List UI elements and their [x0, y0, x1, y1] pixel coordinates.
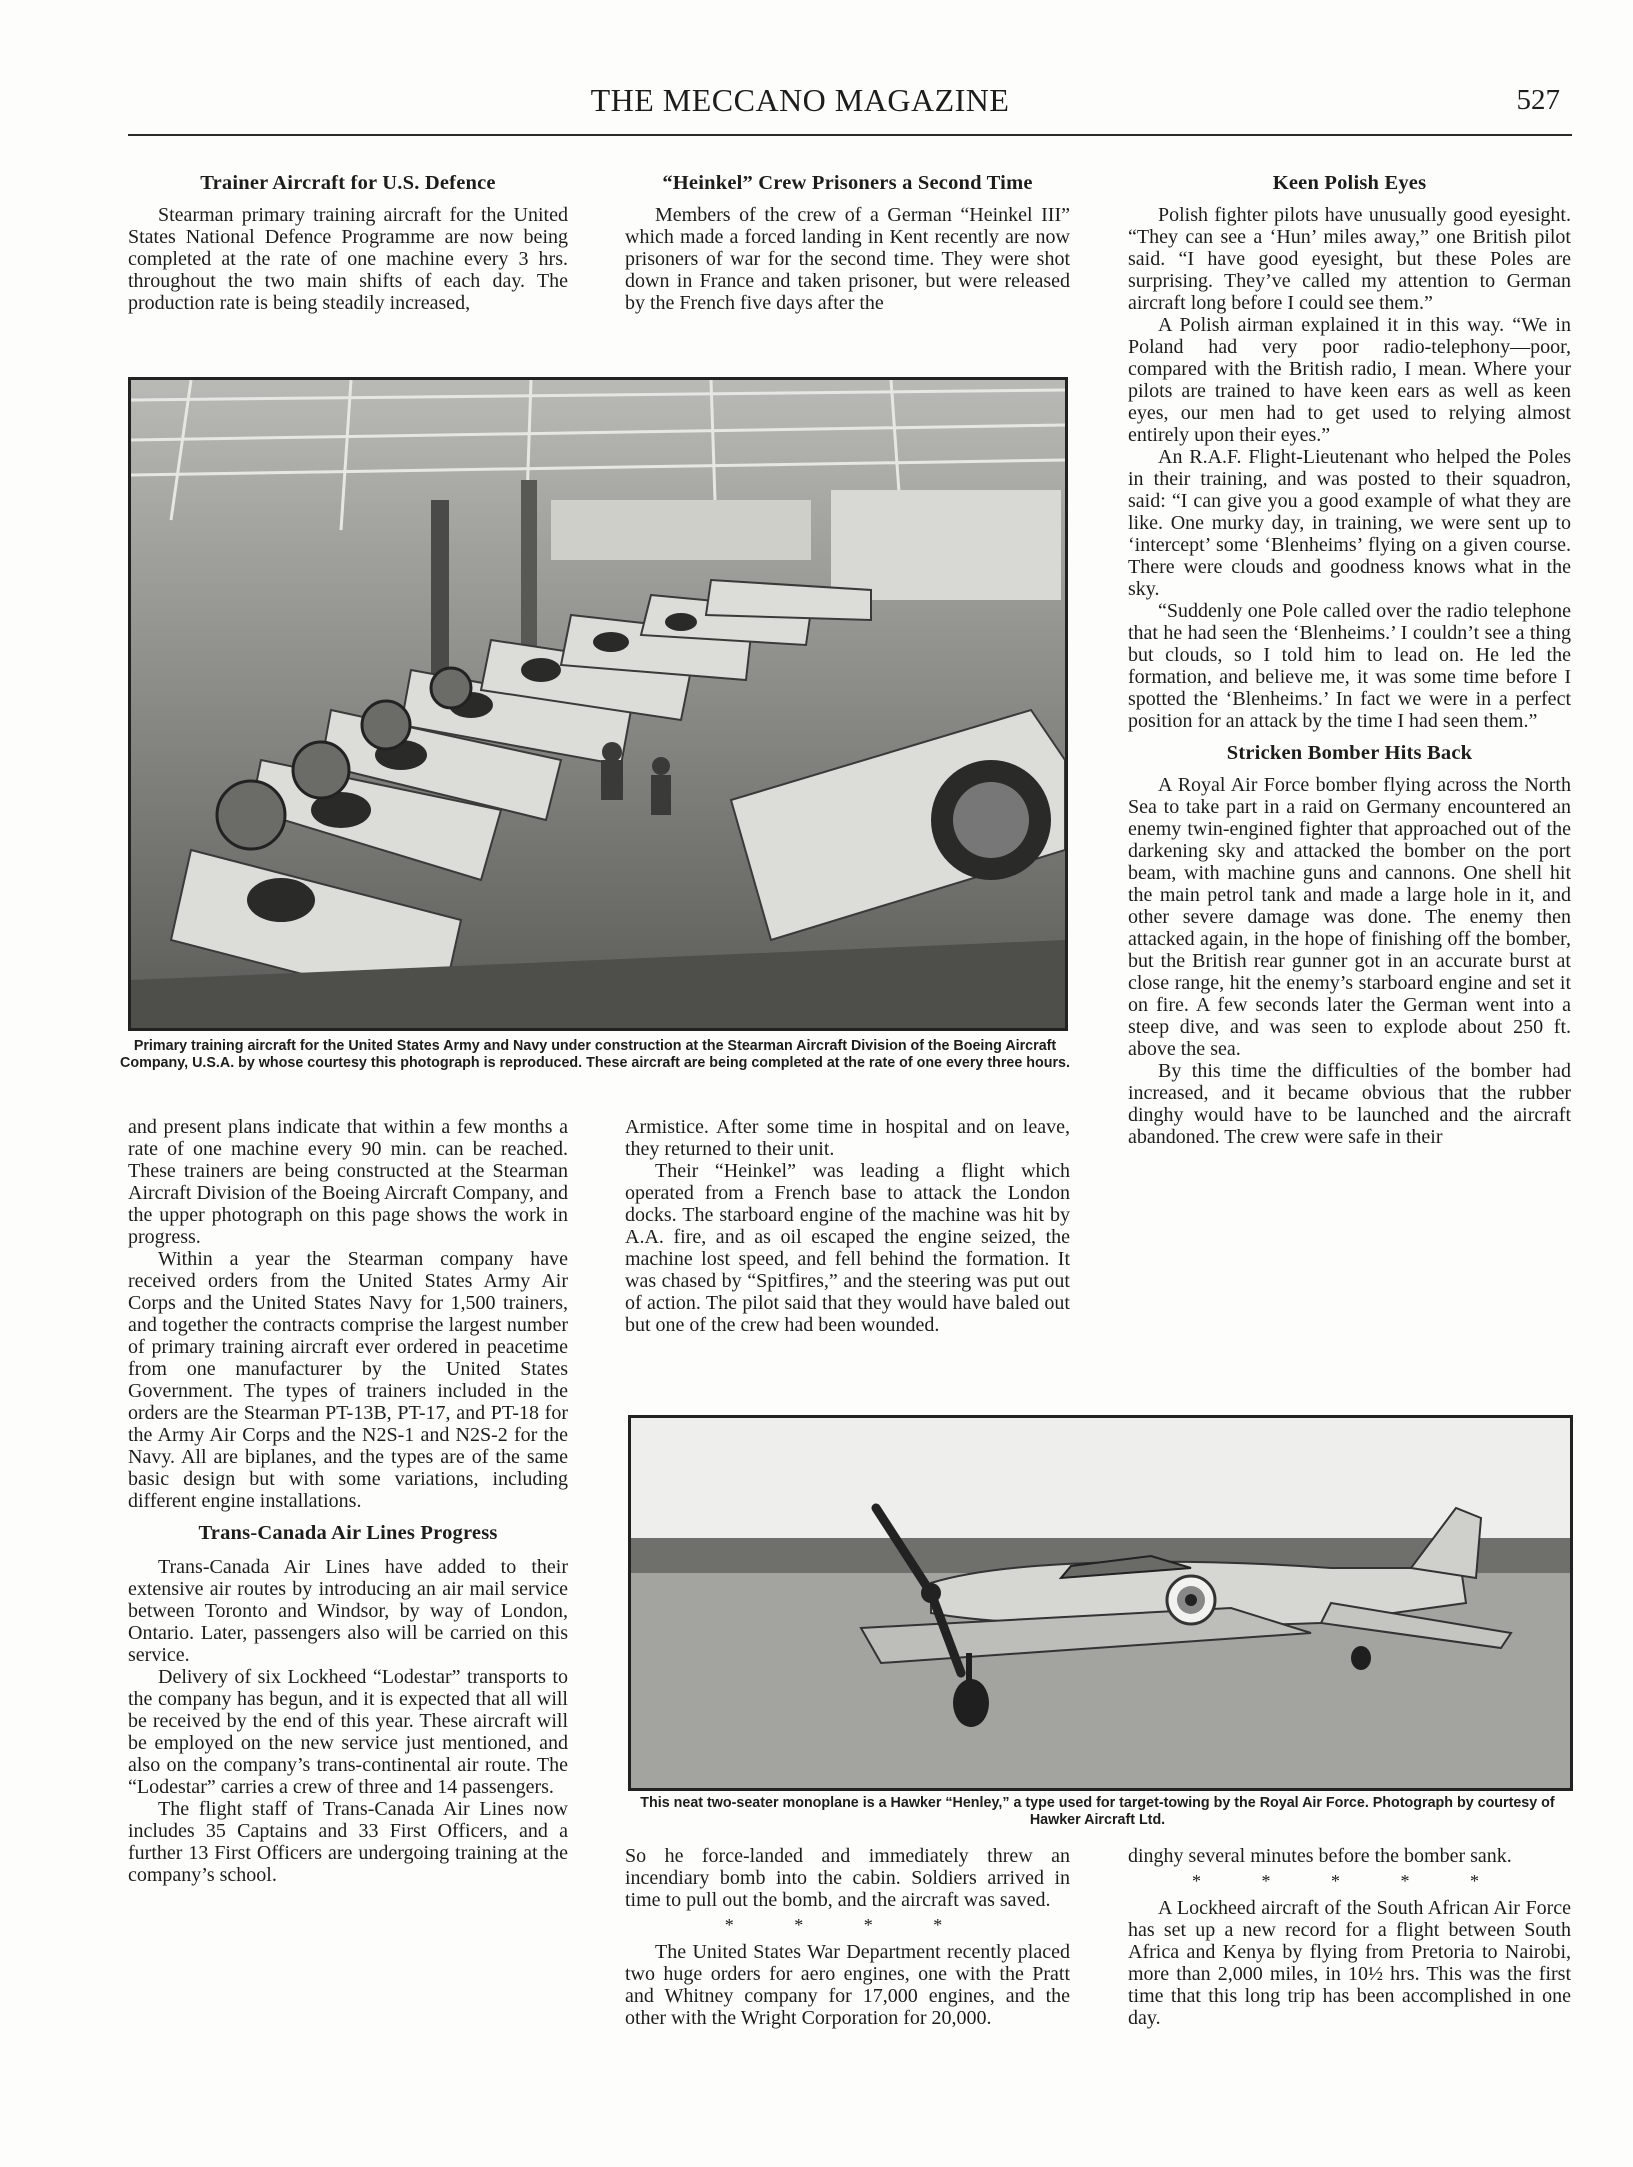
magazine-title: THE MECCANO MAGAZINE [590, 82, 1010, 118]
header-rule [128, 134, 1572, 136]
paragraph: Stearman primary training aircraft for the United States National Defence Programme are now being completed at the rate of one machine every 3 hrs. throughout the two main shifts of each day. The production rate is being steadily increased, [128, 204, 568, 314]
paragraph: Armistice. After some time in hospital and on leave, they returned to their unit. [625, 1116, 1070, 1160]
hawker-henley-photo-image [631, 1418, 1570, 1788]
article-trainer-aircraft-continued [128, 1116, 568, 1886]
paragraph: Trans-Canada Air Lines have added to their extensive air routes by introducing an air mail service between Toronto and Windsor, by way of London, Ontario. Later, passengers also will be carried on this service. [128, 1556, 568, 1666]
paragraph: and present plans indicate that within a few months a rate of one machine every 90 min. can be reached. These trainers are being constructed at the Stearman Aircraft Division of the Boeing Aircraft Company, and the upper photograph on this page shows the work in progress. [128, 1116, 568, 1248]
paragraph: The United States War Department recently placed two huge orders for aero engines, one with the Pratt and Whitney company for 17,000 engines, and the other with the Wright Corporation for 20,000. [625, 1941, 1070, 2029]
heading-trainer-aircraft: Trainer Aircraft for U.S. Defence [200, 172, 496, 194]
article-heinkel-top [625, 172, 1070, 314]
factory-photo-caption: Primary training aircraft for the United States Army and Navy under construction at the Stearman Aircraft Division of the Boeing Aircraft Company, U.S.A. by whose courtesy this photograph is reproduced. These aircraft are being completed at the rate of one every three hours. [120, 1038, 1070, 1071]
paragraph: The flight staff of Trans-Canada Air Lines now includes 35 Captains and 33 First Officers, and a further 13 First Officers are undergoing training at the company’s school. [128, 1798, 568, 1886]
paragraph: Within a year the Stearman company have received orders from the United States Army Air Corps and the United States Navy for 1,500 trainers, and together the contracts comprise the largest number of primary training aircraft ever ordered in peacetime from one manufacturer by the United States Government. The types of trainers included in the orders are the Stearman PT-13B, PT-17, and PT-18 for the Army Air Corps and the N2S-1 and N2S-2 for the Navy. All are biplanes, and the types are of the same basic design but with some variations, including different engine installations. [128, 1248, 568, 1512]
paragraph: Their “Heinkel” was leading a flight which operated from a French base to attack the London docks. The starboard engine of the machine was hit by A.A. fire, and as oil escaped the engine seized, the machine lost speed, and fell behind the formation. It was chased by “Spitfires,” and the steering was put out of action. The pilot said that they would have baled out but one of the crew had been wounded. [625, 1160, 1070, 1336]
paragraph: A Polish airman explained it in this way. “We in Poland had very poor radio-telephony—poor, compared with the British radio, I mean. Where your pilots are trained to have keen ears as well as keen eyes, our men had to get used to relying almost entirely upon their eyes.” [1128, 314, 1571, 446]
paragraph: Delivery of six Lockheed “Lodestar” transports to the company has begun, and it is expected that all will be received by the end of this year. These aircraft will be employed on the new service just mentioned, and also on the company’s trans-continental air route. The “Lodestar” carries a crew of three and 14 passengers. [128, 1666, 568, 1798]
paragraph: “Suddenly one Pole called over the radio telephone that he had seen the ‘Blenheims.’ I couldn’t see a thing but clouds, so I told him to lead on. He led the formation, and believe me, it was some time before I spotted the ‘Blenheims.’ In fact we were in a perfect position for an attack by the time I had seen them.” [1128, 600, 1571, 732]
hawker-henley-caption: This neat two-seater monoplane is a Hawker “Henley,” a type used for target-towing by the Royal Air Force. Photograph by courtesy of Hawker Aircraft Ltd. [640, 1795, 1555, 1828]
paragraph: Polish fighter pilots have unusually good eyesight. “They can see a ‘Hun’ miles away,” one British pilot said. “I have good eyesight, but these Poles are surprising. They’ve called my attention to German aircraft long before I could see them.” [1128, 204, 1571, 314]
factory-photo-image [131, 380, 1065, 1028]
section-divider-stars: * * * * * [1192, 1871, 1507, 1891]
heading-heinkel: “Heinkel” Crew Prisoners a Second Time [662, 172, 1033, 194]
heading-trans-canada: Trans-Canada Air Lines Progress [198, 1522, 498, 1544]
paragraph: A Lockheed aircraft of the South African Air Force has set up a new record for a flight between South Africa and Kenya by flying from Pretoria to Nairobi, more than 2,000 miles, in 10½ hrs. This was the first time that this long trip has been accomplished in one day. [1128, 1897, 1571, 2029]
article-heinkel-end [625, 1845, 1070, 2029]
paragraph: So he force-landed and immediately threw an incendiary bomb into the cabin. Soldiers arrived in time to pull out the bomb, and the aircraft was saved. [625, 1845, 1070, 1911]
article-polish-eyes [1128, 172, 1571, 1148]
paragraph: A Royal Air Force bomber flying across the North Sea to take part in a raid on Germany encountered an enemy twin-engined fighter that approached out of the darkening sky and attacked the bomber on the port beam, with machine guns and cannons. One shell hit the main petrol tank and made a large hole in it, and other severe damage was done. The enemy then attacked again, in the hope of finishing off the bomber, but the British rear gunner got in an accurate burst at close range, hit the enemy’s starboard engine and set it on fire. A few seconds later the German went into a steep dive, and was seen to explode about 250 ft. above the sea. [1128, 774, 1571, 1060]
paragraph: An R.A.F. Flight-Lieutenant who helped the Poles in their training, and was posted to their squadron, said: “I can give you a good example of what they are like. One murky day, in training, we were sent up to ‘intercept’ some ‘Blenheims’ flying on a given course. There were clouds and goodness knows what in the sky. [1128, 446, 1571, 600]
heading-polish-eyes: Keen Polish Eyes [1272, 172, 1427, 194]
section-divider-stars: * * * * [724, 1915, 971, 1935]
article-bomber-end [1128, 1845, 1571, 2029]
heading-stricken-bomber: Stricken Bomber Hits Back [1226, 742, 1473, 764]
hawker-henley-photo [628, 1415, 1573, 1791]
paragraph: By this time the difficulties of the bomber had increased, and it became obvious that the rubber dinghy would have to be launched and the aircraft abandoned. The crew were safe in their [1128, 1060, 1571, 1148]
page-number: 527 [1516, 84, 1560, 116]
factory-photo [128, 377, 1068, 1031]
paragraph: dinghy several minutes before the bomber sank. [1128, 1845, 1512, 1867]
article-trainer-aircraft-top [128, 172, 568, 314]
paragraph: Members of the crew of a German “Heinkel III” which made a forced landing in Kent recently are now prisoners of war for the second time. They were shot down in France and taken prisoner, but were released by the French five days after the [625, 204, 1070, 314]
article-heinkel-continued [625, 1116, 1070, 1336]
